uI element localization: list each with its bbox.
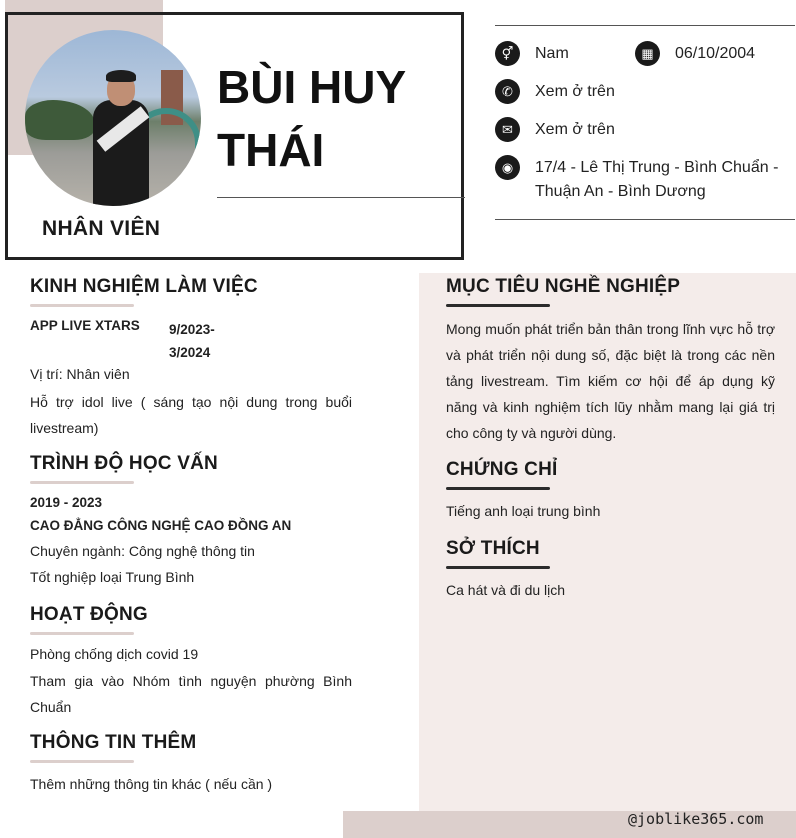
hobbies-title: SỞ THÍCH <box>446 538 540 559</box>
gender-icon: ⚥ <box>495 41 520 66</box>
experience-description: Hỗ trợ idol live ( sáng tạo nội dung trong buổi livestream) <box>30 394 352 436</box>
avatar-tree <box>25 100 95 140</box>
hobbies-underline <box>446 566 550 569</box>
experience-period: 9/2023-3/2024 <box>169 322 215 360</box>
name-divider <box>217 197 465 198</box>
contact-divider-bottom <box>495 219 795 220</box>
certificates-title: CHỨNG CHỈ <box>446 459 558 480</box>
footer-watermark: @joblike365.com <box>628 810 764 828</box>
objective-title: MỤC TIÊU NGHỀ NGHIỆP <box>446 276 681 297</box>
experience-title: KINH NGHIỆM LÀM VIỆC <box>30 276 258 297</box>
education-school: CAO ĐẲNG CÔNG NGHỆ CAO ĐỒNG AN <box>30 518 292 533</box>
phone-icon: ✆ <box>495 79 520 104</box>
education-underline <box>30 481 134 484</box>
gender-value: Nam <box>535 45 569 62</box>
experience-position: Vị trí: Nhân viên <box>30 366 130 382</box>
activities-title: HOẠT ĐỘNG <box>30 604 148 625</box>
education-years: 2019 - 2023 <box>30 495 103 510</box>
phone-value: Xem ở trên <box>535 83 615 100</box>
more-info-text: Thêm những thông tin khác ( nếu cần ) <box>30 776 273 792</box>
objective-text: Mong muốn phát triển bản thân trong lĩnh vực hỗ trợ và phát triển nội dung số, đặc biệt là trong các nền tảng livestream. Tìm kiếm cơ hội để áp dụng kỹ năng và kinh nghiệm tích lũy nhằm mang lại giá trị cho công ty và người dùng. <box>446 321 775 441</box>
activity-item: Phòng chống dịch covid 19 <box>30 646 199 662</box>
certificates-text: Tiếng anh loại trung bình <box>446 503 601 519</box>
location-icon: ◉ <box>495 155 520 180</box>
experience-underline <box>30 304 134 307</box>
contact-divider-top <box>495 25 795 26</box>
email-value: Xem ở trên <box>535 121 615 138</box>
activities-underline <box>30 632 134 635</box>
avatar <box>25 30 201 206</box>
education-title: TRÌNH ĐỘ HỌC VẤN <box>30 453 218 474</box>
job-title: NHÂN VIÊN <box>42 217 161 240</box>
avatar-hair <box>106 70 136 82</box>
education-result: Tốt nghiệp loại Trung Bình <box>30 569 195 585</box>
more-info-underline <box>30 760 134 763</box>
hobbies-text: Ca hát và đi du lịch <box>446 582 566 598</box>
full-name: BÙI HUY THÁI <box>217 61 406 176</box>
activity-item: Tham gia vào Nhóm tình nguyện phường Bình Chuẩn <box>30 673 352 715</box>
more-info-title: THÔNG TIN THÊM <box>30 732 197 753</box>
address-value: 17/4 - Lê Thị Trung - Bình Chuẩn - Thuận An - Bình Dương <box>535 159 779 200</box>
birthdate-value: 06/10/2004 <box>675 45 756 62</box>
certificates-underline <box>446 487 550 490</box>
calendar-icon: ▦ <box>635 41 660 66</box>
mail-icon: ✉ <box>495 117 520 142</box>
education-major: Chuyên ngành: Công nghệ thông tin <box>30 543 255 559</box>
experience-company: APP LIVE XTARS <box>30 318 140 333</box>
objective-underline <box>446 304 550 307</box>
